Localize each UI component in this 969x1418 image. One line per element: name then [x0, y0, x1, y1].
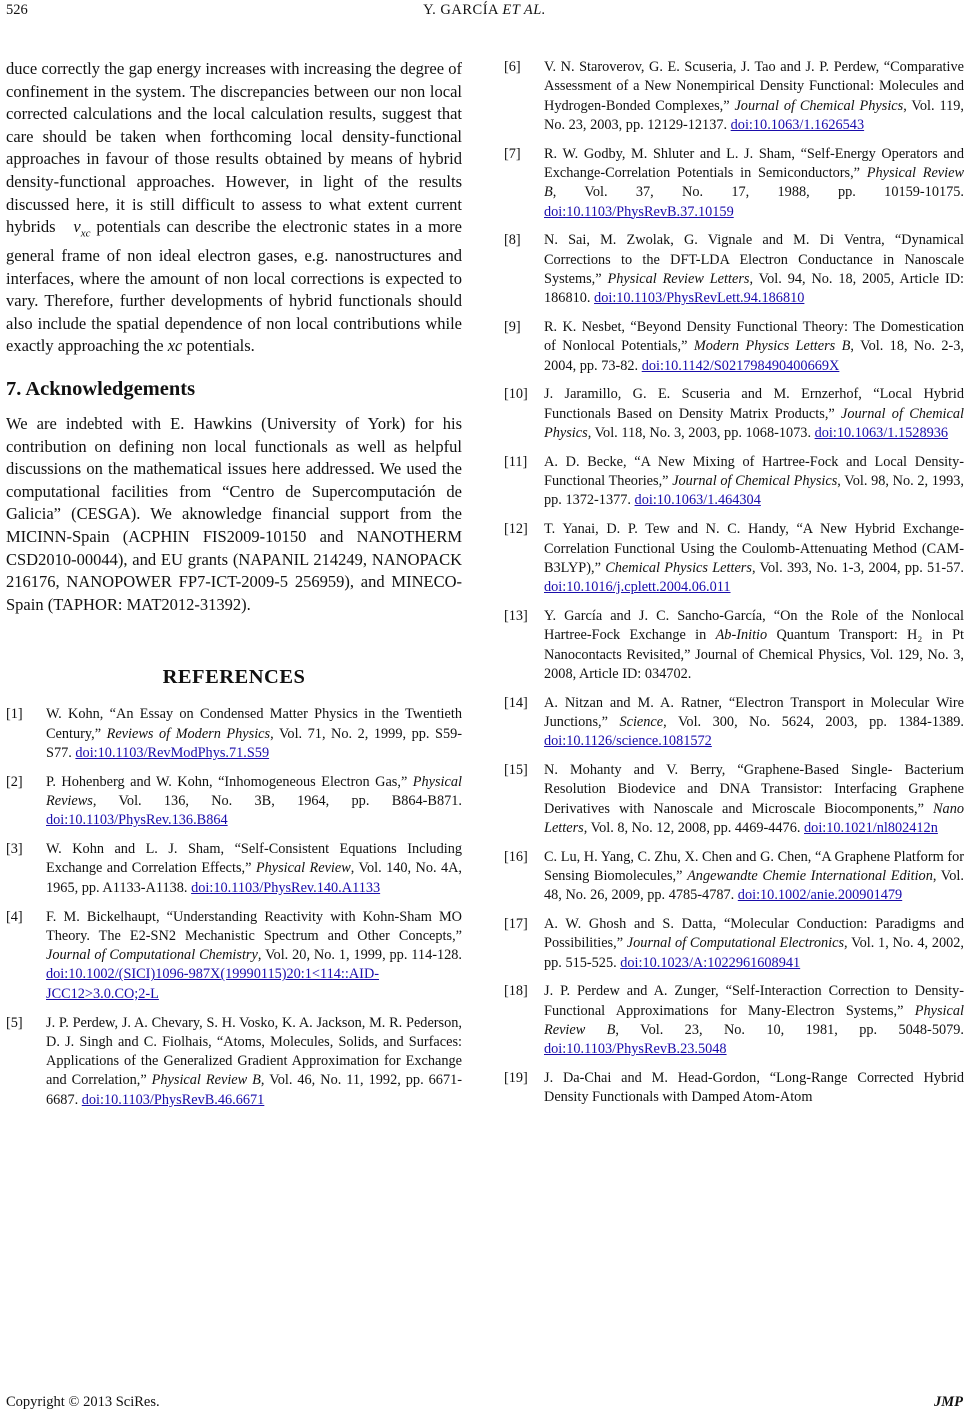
reference-item	[504, 982, 964, 1059]
acknowledgements-heading: 7. Acknowledgements	[6, 378, 196, 401]
conclusion-text-3: potentials.	[182, 336, 255, 356]
reference-journal: Science	[619, 713, 664, 730]
reference-number: [3]	[6, 841, 23, 858]
reference-body: N. Mohanty and V. Berry, “Graphene-Based Single- Bacterium Resolution Biodevice and DNA Transistor: Interfacing Graphene Derivatives with Nanoscale and Microscale Biocomponents,” Nano Letters, Vol. 8, No. 12, 2008, pp. 4469-4476. doi:10.1021/nl802412n	[544, 762, 964, 836]
reference-body: V. N. Staroverov, G. E. Scuseria, J. Tao and J. P. Perdew, “Comparative Assessment of a New Nonempirical Density Functional: Molecules and Hydrogen-Bonded Complexes,” Journal of Chemical Physics, Vol. 119, No. 23, 2003, pp. 12129-12137. doi:10.1063/1.1626543	[544, 59, 964, 133]
doi-link[interactable]: doi:10.1002/(SICI)1096-987X(19990115)20:1<114::AID-JCC12>3.0.CO;2-L	[46, 966, 380, 1002]
doi-link[interactable]: doi:10.1103/PhysRevLett.94.186810	[594, 290, 805, 307]
doi-link[interactable]: doi:10.1103/PhysRev.140.A1133	[191, 879, 381, 896]
reference-number: [13]	[504, 607, 528, 624]
reference-journal: Chemical Physics Letters	[605, 559, 752, 576]
reference-number: [16]	[504, 848, 528, 865]
doi-link[interactable]: doi:10.1142/S021798490400669X	[641, 357, 840, 374]
reference-number: [6]	[504, 59, 521, 75]
reference-journal: Physical Review B	[544, 1002, 964, 1039]
reference-item	[6, 705, 462, 763]
reference-body: J. Jaramillo, G. E. Scuseria and M. Ernzerhof, “Local Hybrid Functionals Based on Density Matrix Products,” Journal of Chemical Physics, Vol. 118, No. 3, 2003, pp. 1068-1073. doi:10.1063/1.1528936	[544, 386, 964, 442]
reference-item	[504, 453, 964, 511]
reference-journal: Journal of Chemical Physics	[544, 405, 964, 442]
reference-journal: Journal of Chemical Physics	[734, 97, 904, 114]
doi-link[interactable]: doi:10.1126/science.1081572	[544, 733, 712, 750]
reference-body: F. M. Bickelhaupt, “Understanding Reactivity with Kohn-Sham MO Theory. The E2-SN2 Mechanistic Spectrum and Other Concepts,” Journal of Computational Chemistry, Vol. 20, No. 1, 1999, pp. 114-128. doi:10.1002/(SICI)1096-987X(19990115)20:1<114::AID-JCC12>3.0.CO;2-L	[46, 908, 462, 1002]
reference-number: [14]	[504, 694, 528, 711]
reference-body: N. Sai, M. Zwolak, G. Vignale and M. Di Ventra, “Dynamical Corrections to the DFT-LDA Electron Conductance in Nanoscale Systems,” Physical Review Letters, Vol. 94, No. 18, 2005, Article ID: 186810. doi:10.1103/PhysRevLett.94.186810	[544, 232, 964, 307]
conclusion-text-2: potentials can describe the electronic states in a more general frame of non ideal electron gases, e.g. nanostructures and interfaces, where the amount of non local corrections is expected to vary. Therefore, further developments of hybrid functionals should also include the spatial dependence of non local contributions while exactly approaching the	[6, 217, 462, 356]
reference-item	[6, 840, 462, 898]
reference-journal: Journal of Chemical Physics	[672, 473, 838, 490]
reference-journal: Ab-Initio	[715, 627, 768, 644]
reference-number: [10]	[504, 386, 528, 403]
reference-body: W. Kohn, “An Essay on Condensed Matter Physics in the Twentieth Century,” Reviews of Modern Physics, Vol. 71, No. 2, 1999, pp. S59-S77. doi:10.1103/RevModPhys.71.S59	[46, 706, 462, 761]
reference-item	[6, 1014, 462, 1110]
copyright-notice: Copyright © 2013 SciRes.	[6, 1394, 160, 1410]
doi-link[interactable]: doi:10.1016/j.cplett.2004.06.011	[544, 579, 731, 596]
reference-item	[6, 908, 462, 1004]
reference-journal: Physical Review Letters	[607, 270, 750, 287]
doi-link[interactable]: doi:10.1103/PhysRevB.37.10159	[544, 203, 734, 220]
reference-number: [2]	[6, 773, 23, 790]
doi-link[interactable]: doi:10.1103/PhysRevB.23.5048	[544, 1041, 727, 1058]
reference-item	[504, 318, 964, 376]
doi-link[interactable]: doi:10.1103/PhysRevB.46.6671	[81, 1091, 265, 1108]
xc-italic: xc	[167, 336, 183, 356]
reference-body: A. Nitzan and M. A. Ratner, “Electron Transport in Molecular Wire Junctions,” Science, Vol. 300, No. 5624, 2003, pp. 1384-1389. doi:10.1126/science.1081572	[544, 694, 964, 750]
reference-item	[504, 848, 964, 906]
doi-link[interactable]: doi:10.1021/nl802412n	[804, 819, 938, 836]
reference-list-left	[6, 705, 462, 1110]
reference-body: T. Yanai, D. P. Tew and N. C. Handy, “A New Hybrid Exchange-Correlation Functional Using the Coulomb-Attenuating Method (CAM-B3LYP),” Chemical Physics Letters, Vol. 393, No. 1-3, 2004, pp. 51-57. doi:10.1016/j.cplett.2004.06.011	[544, 521, 964, 596]
reference-journal: Nano Letters	[544, 800, 964, 836]
reference-journal: Journal of Computational Chemistry	[46, 947, 258, 964]
reference-list-right	[504, 58, 964, 1108]
reference-number: [5]	[6, 1014, 23, 1031]
vxc-symbol: $\nu_{xc}$	[73, 217, 91, 240]
reference-item	[6, 773, 462, 831]
doi-link[interactable]: doi:10.1063/1.464304	[634, 492, 761, 509]
reference-number: [8]	[504, 232, 521, 249]
reference-journal: Physical Review B	[151, 1072, 261, 1089]
reference-item	[504, 58, 964, 135]
running-head-etal: ET AL.	[502, 2, 546, 18]
reference-number: [11]	[504, 453, 528, 470]
reference-journal: Journal of Computational Electronics	[626, 935, 845, 952]
reference-item	[504, 607, 964, 684]
reference-body: C. Lu, H. Yang, C. Zhu, X. Chen and G. Chen, “A Graphene Platform for Sensing Biomolecules,” Angewandte Chemie International Edition, Vol. 48, No. 26, 2009, pp. 4785-4787. doi:10.1002/anie.200901479	[544, 848, 964, 904]
reference-journal: Reviews of Modern Physics	[106, 725, 271, 742]
reference-journal: Physical Review B	[544, 164, 964, 201]
reference-item	[504, 385, 964, 443]
reference-journal: Angewandte Chemie International Edition	[687, 867, 933, 884]
journal-abbreviation: JMP	[934, 1394, 963, 1410]
reference-body: P. Hohenberg and W. Kohn, “Inhomogeneous Electron Gas,” Physical Reviews, Vol. 136, No. 3B, 1964, pp. B864-B871. doi:10.1103/PhysRev.136.B864	[46, 773, 462, 829]
reference-item	[504, 694, 964, 752]
reference-number: [9]	[504, 319, 521, 336]
reference-body: R. W. Godby, M. Shluter and L. J. Sham, “Self-Energy Operators and Exchange-Correlation Potentials in Semiconductors,” Physical Review B, Vol. 37, No. 17, 1988, pp. 10159-10175. doi:10.1103/PhysRevB.37.10159	[544, 145, 964, 220]
reference-item	[504, 1069, 964, 1108]
doi-link[interactable]: doi:10.1063/1.1626543	[730, 116, 865, 133]
reference-item	[504, 145, 964, 222]
doi-link[interactable]: doi:10.1023/A:1022961608941	[620, 954, 801, 971]
reference-number: [1]	[6, 706, 23, 723]
reference-item	[504, 231, 964, 308]
doi-link[interactable]: doi:10.1002/anie.200901479	[737, 887, 903, 904]
page-number: 526	[6, 2, 28, 18]
doi-link[interactable]: doi:10.1103/PhysRev.136.B864	[46, 812, 228, 829]
reference-number: [18]	[504, 983, 528, 1000]
reference-item	[504, 915, 964, 973]
running-head	[0, 2, 969, 19]
reference-number: [4]	[6, 908, 23, 925]
reference-journal: Modern Physics Letters B	[693, 338, 851, 355]
conclusion-paragraph	[6, 58, 462, 358]
reference-number: [19]	[504, 1070, 528, 1087]
reference-body: W. Kohn and L. J. Sham, “Self-Consistent Equations Including Exchange and Correlation Effects,” Physical Review, Vol. 140, No. 4A, 1965, pp. A1133-A1138. doi:10.1103/PhysRev.140.A1133	[46, 841, 463, 896]
reference-item	[504, 761, 964, 838]
acknowledgements-text: We are indebted with E. Hawkins (University of York) for his contribution on defining non local functionals as well as helpful discussions on the mathematical issues here addressed. We used the computational facilities from “Centro de Supercomputación de Galicia” (CESGA). We aknowledge financial support from the MICINN-Spain (ACPHIN FIS2009-10150 and NANOTHERM CSD2010-00044), and EU grants (NAPANIL 214249, NANOPACK 216176, NANOPOWER FP7-ICT-2009-5 256959), and MINECO-Spain (TAPHOR: MAT2012-31392).	[6, 414, 462, 614]
reference-journal: Physical Reviews	[46, 773, 462, 810]
right-column	[504, 58, 964, 1117]
reference-body: R. K. Nesbet, “Beyond Density Functional Theory: The Domestication of Nonlocal Potentials,” Modern Physics Letters B, Vol. 18, No. 2-3, 2004, pp. 73-82. doi:10.1142/S021798490400669X	[544, 319, 965, 374]
reference-item	[504, 520, 964, 597]
reference-number: [17]	[504, 916, 528, 933]
reference-body: Y. García and J. C. Sancho-García, “On the Role of the Nonlocal Hartree-Fock Exchange in Ab-Initio Quantum Transport: H₂ in Pt Nanocontacts Revisited,” Journal of Chemical Physics, Vol. 129, No. 3, 2008, Article ID: 034702.	[544, 607, 964, 682]
reference-number: [7]	[504, 145, 521, 162]
references-heading: REFERENCES	[162, 666, 306, 689]
left-column	[6, 58, 462, 1120]
reference-number: [15]	[504, 762, 528, 778]
doi-link[interactable]: doi:10.1103/RevModPhys.71.S59	[75, 744, 270, 761]
reference-body: A. D. Becke, “A New Mixing of Hartree-Fock and Local Density-Functional Theories,” Journal of Chemical Physics, Vol. 98, No. 2, 1993, pp. 1372-1377. doi:10.1063/1.464304	[544, 453, 964, 509]
reference-body: J. P. Perdew and A. Zunger, “Self-Interaction Correction to Density-Functional Approximations for Many-Electron Systems,” Physical Review B, Vol. 23, No. 10, 1981, pp. 5048-5079. doi:10.1103/PhysRevB.23.5048	[544, 983, 964, 1058]
reference-journal: Physical Review	[255, 860, 351, 877]
running-head-authors: Y. GARCÍA	[423, 2, 499, 18]
reference-number: [12]	[504, 521, 528, 538]
conclusion-text-1: duce correctly the gap energy increases with increasing the degree of confinement in the system. The discrepancies between our non local corrected calculations and the local calculation results, suggest that care should be taken when forthcoming local density-functional approaches in favour of those results obtained by means of hybrid density-functional approaches. However, in light of the results discussed here, it is still difficult to assess to what extent current hybrids	[6, 59, 462, 237]
reference-body: J. Da-Chai and M. Head-Gordon, “Long-Range Corrected Hybrid Density Functionals with Damped Atom-Atom	[544, 1070, 964, 1106]
reference-body: A. W. Ghosh and S. Datta, “Molecular Conduction: Paradigms and Possibilities,” Journal of Computational Electronics, Vol. 1, No. 4, 2002, pp. 515-525. doi:10.1023/A:1022961608941	[544, 916, 964, 971]
doi-link[interactable]: doi:10.1063/1.1528936	[814, 425, 949, 442]
reference-body: J. P. Perdew, J. A. Chevary, S. H. Vosko, K. A. Jackson, M. R. Pederson, D. J. Singh and C. Fiolhais, “Atoms, Molecules, Solids, and Surfaces: Applications of the Generalized Gradient Approximation for Exchange and Correlation,” Physical Review B, Vol. 46, No. 11, 1992, pp. 6671-6687. doi:10.1103/PhysRevB.46.6671	[46, 1014, 463, 1108]
